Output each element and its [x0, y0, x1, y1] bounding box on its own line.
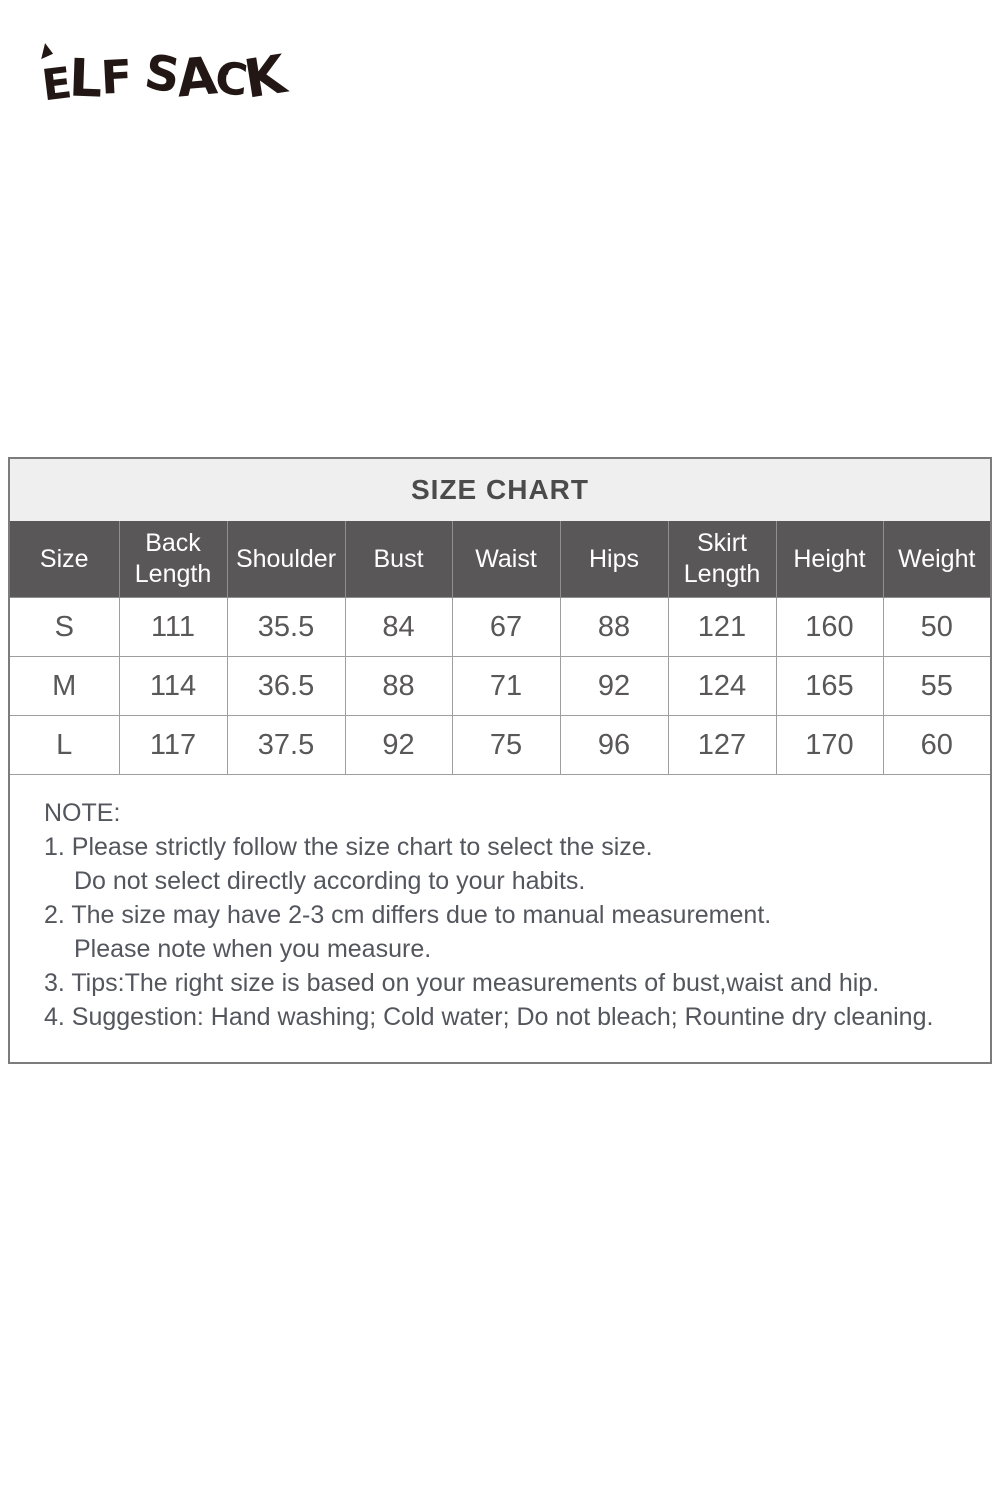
- size-chart-title: SIZE CHART: [10, 459, 990, 521]
- value-cell: 88: [345, 657, 452, 716]
- value-cell: 111: [119, 598, 227, 657]
- value-cell: 114: [119, 657, 227, 716]
- column-header-skirt-length: Skirt Length: [668, 521, 776, 598]
- value-cell: 35.5: [227, 598, 345, 657]
- value-cell: 165: [776, 657, 883, 716]
- value-cell: 71: [452, 657, 560, 716]
- brand-logo: [39, 43, 289, 120]
- note-line-2: 2. The size may have 2-3 cm differs due to manual measurement.: [44, 901, 772, 929]
- value-cell: 75: [452, 716, 560, 775]
- logo-letter: A: [173, 46, 218, 110]
- table-row-m: [10, 657, 990, 716]
- value-cell: 124: [668, 657, 776, 716]
- size-cell: M: [10, 657, 119, 716]
- value-cell: 117: [119, 716, 227, 775]
- notes-heading: NOTE:: [44, 799, 121, 827]
- column-header-shoulder: Shoulder: [227, 521, 345, 598]
- note-line-1: 1. Please strictly follow the size chart to select the size.: [44, 833, 653, 861]
- value-cell: 170: [776, 716, 883, 775]
- value-cell: 50: [883, 598, 990, 657]
- column-header-hips: Hips: [560, 521, 668, 598]
- value-cell: 92: [560, 657, 668, 716]
- size-chart-table: [10, 521, 990, 774]
- notes-section: [10, 774, 990, 1062]
- size-cell: L: [10, 716, 119, 775]
- value-cell: 55: [883, 657, 990, 716]
- value-cell: 88: [560, 598, 668, 657]
- column-header-back-length: Back Length: [119, 521, 227, 598]
- logo-letter: L: [68, 48, 102, 110]
- value-cell: 160: [776, 598, 883, 657]
- size-chart-panel: [8, 457, 992, 1064]
- note-line-3: 3. Tips:The right size is based on your measurements of bust,waist and hip.: [44, 969, 880, 997]
- value-cell: 96: [560, 716, 668, 775]
- value-cell: 84: [345, 598, 452, 657]
- logo-letter: F: [98, 49, 132, 105]
- value-cell: 60: [883, 716, 990, 775]
- header-row: [10, 521, 990, 598]
- logo-letter: E: [39, 58, 73, 112]
- value-cell: 121: [668, 598, 776, 657]
- column-header-weight: Weight: [883, 521, 990, 598]
- column-header-bust: Bust: [345, 521, 452, 598]
- note-line-4: 4. Suggestion: Hand washing; Cold water; Do not bleach; Rountine dry cleaning.: [44, 1003, 934, 1031]
- value-cell: 92: [345, 716, 452, 775]
- note-line-2-continued: Please note when you measure.: [74, 935, 432, 963]
- note-line-1-continued: Do not select directly according to your habits.: [74, 867, 586, 895]
- logo-letter: K: [240, 44, 289, 111]
- column-header-height: Height: [776, 521, 883, 598]
- size-cell: S: [10, 598, 119, 657]
- column-header-waist: Waist: [452, 521, 560, 598]
- value-cell: 127: [668, 716, 776, 775]
- table-row-l: [10, 716, 990, 775]
- logo-letter: S: [140, 43, 182, 105]
- value-cell: 67: [452, 598, 560, 657]
- value-cell: 37.5: [227, 716, 345, 775]
- table-row-s: [10, 598, 990, 657]
- value-cell: 36.5: [227, 657, 345, 716]
- logo-letter: C: [212, 52, 249, 107]
- column-header-size: Size: [10, 521, 119, 598]
